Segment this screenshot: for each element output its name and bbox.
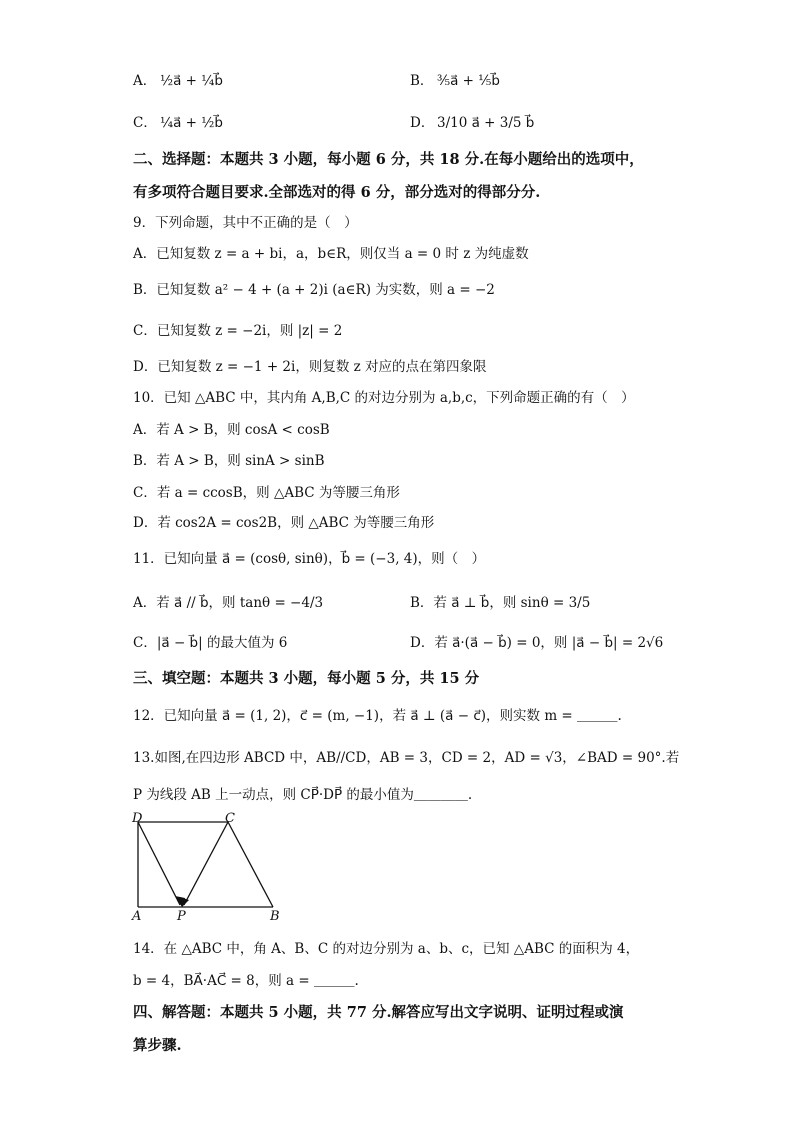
q10-option-a: A．若 A > B，则 cosA < cosB [133, 422, 330, 438]
q11-option-b: B．若 a⃗ ⊥ b⃗，则 sinθ = 3/5 [410, 595, 591, 611]
q11-option-d: D．若 a⃗·(a⃗ − b⃗) = 0，则 |a⃗ − b⃗| = 2√6 [410, 635, 664, 651]
section4-heading-line2: 算步骤. [133, 1037, 182, 1054]
q9-option-a: A．已知复数 z = a + bi，a，b∈R，则仅当 a = 0 时 z 为纯虚数 [133, 246, 529, 262]
q10-option-b: B．若 A > B，则 sinA > sinB [133, 453, 325, 469]
segment-dp [138, 822, 180, 905]
q11-option-c: C．|a⃗ − b⃗| 的最大值为 6 [133, 635, 288, 651]
option-d-prev: D． [410, 115, 435, 131]
option-a-prev: A． [133, 73, 157, 89]
label-p: P [177, 909, 186, 924]
q9-stem: 9．下列命题，其中不正确的是（ ） [133, 215, 358, 231]
option-b-prev: B． [410, 73, 434, 89]
section4-heading-line1: 四、解答题：本题共 5 小题，共 77 分.解答应写出文字说明、证明过程或演 [133, 1004, 624, 1021]
option-b-prev-expr: ⅗a⃗ + ⅕b⃗ [437, 73, 500, 89]
option-a-prev-expr: ½a⃗ + ¼b⃗ [160, 73, 223, 89]
label-b: B [270, 909, 280, 924]
edge-cb [228, 822, 273, 907]
q14-line1: 14．在 △ABC 中，角 A、B、C 的对边分别为 a、b、c，已知 △ABC 的面积为 4， [133, 941, 640, 957]
q11-option-a: A．若 a⃗ // b⃗，则 tanθ = −4/3 [133, 595, 324, 611]
q10-option-c: C．若 a = ccosB，则 △ABC 为等腰三角形 [133, 485, 400, 501]
section2-heading-line1: 二、选择题：本题共 3 小题，每小题 6 分，共 18 分.在每小题给出的选项中， [133, 151, 644, 168]
option-c-prev-expr: ¼a⃗ + ½b⃗ [160, 115, 223, 131]
q13-line2: P 为线段 AB 上一动点，则 CP⃗·DP⃗ 的最小值为＿＿＿＿. [133, 787, 473, 803]
quadrilateral-figure [128, 812, 288, 924]
q9-option-b: B．已知复数 a² − 4 + (a + 2)i (a∈R) 为实数，则 a = −2 [133, 282, 495, 298]
q11-stem: 11．已知向量 a⃗ = (cosθ, sinθ)，b⃗ = (−3, 4)，则（ ） [133, 551, 486, 567]
option-c-prev: C． [133, 115, 157, 131]
label-c: C [225, 812, 235, 826]
segment-cp [184, 822, 228, 905]
q10-stem: 10．已知 △ABC 中，其内角 A,B,C 的对边分别为 a,b,c，下列命题正确的有（ ） [133, 390, 635, 406]
q9-option-c: C．已知复数 z = −2i，则 |z| = 2 [133, 323, 343, 339]
q14-line2: b = 4，BA⃗·AC⃗ = 8，则 a = ＿＿＿. [133, 973, 359, 989]
label-a: A [132, 909, 142, 924]
option-d-prev-expr: 3/10 a⃗ + 3/5 b⃗ [437, 115, 535, 131]
q13-line1: 13.如图,在四边形 ABCD 中，AB//CD，AB = 3，CD = 2，AD = √3，∠BAD = 90°.若 [133, 750, 680, 766]
q9-option-d: D．已知复数 z = −1 + 2i，则复数 z 对应的点在第四象限 [133, 359, 487, 375]
section3-heading: 三、填空题：本题共 3 小题，每小题 5 分，共 15 分 [133, 670, 480, 687]
label-d: D [132, 812, 143, 826]
q12-text: 12．已知向量 a⃗ = (1, 2)，c⃗ = (m, −1)，若 a⃗ ⊥ (a⃗ − c⃗)，则实数 m = ＿＿＿. [133, 708, 622, 724]
section2-heading-line2: 有多项符合题目要求.全部选对的得 6 分，部分选对的得部分分. [133, 184, 541, 201]
q10-option-d: D．若 cos2A = cos2B，则 △ABC 为等腰三角形 [133, 515, 435, 531]
